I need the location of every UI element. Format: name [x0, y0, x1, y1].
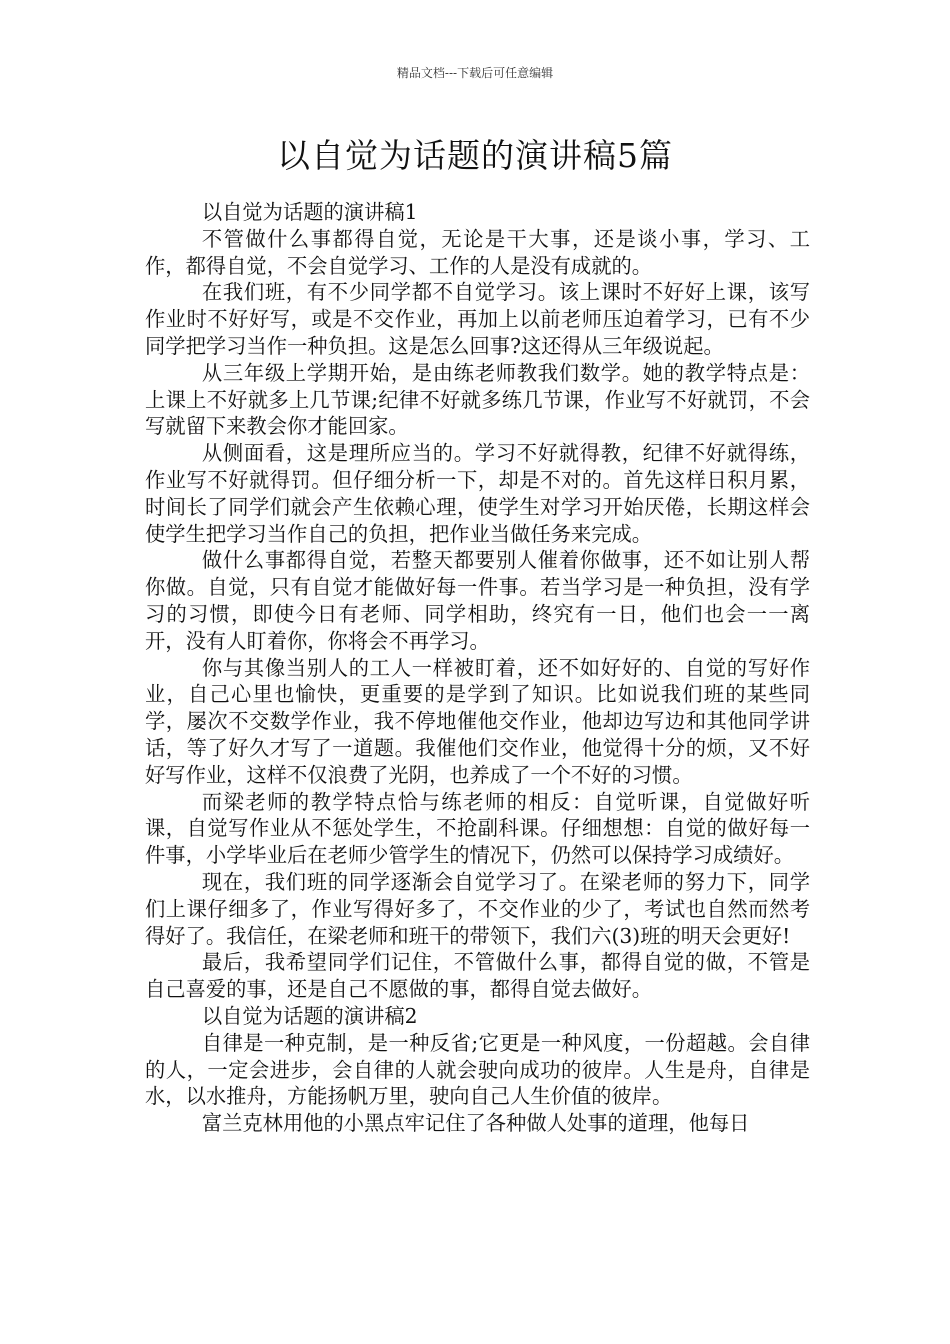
paragraph: 富兰克林用他的小黑点牢记住了各种做人处事的道理，他每日	[201, 1111, 750, 1136]
paragraph: 从三年级上学期开始，是由练老师教我们数学。她的教学特点是：上课上不好就多上几节课;纪律不好就多练几节课，作业写不好就罚，不会写就留下来教会你才能回家。	[145, 360, 810, 439]
paragraph: 现在，我们班的同学逐渐会自觉学习了。在梁老师的努力下，同学们上课仔细多了，作业写得好多了，不交作业的少了，考试也自然而然考得好了。我信任，在梁老师和班干的带领下，我们六(3)班的明天会更好!	[145, 869, 810, 948]
paragraph: 做什么事都得自觉，若整天都要别人催着你做事，还不如让别人帮你做。自觉，只有自觉才能做好每一件事。若当学习是一种负担，没有学习的习惯，即使今日有老师、同学相助，终究有一日，他们也会一一离开，没有人盯着你，你将会不再学习。	[145, 548, 810, 653]
document-title: 以自觉为话题的演讲稿5篇	[277, 136, 673, 175]
paragraph: 从侧面看，这是理所应当的。学习不好就得教，纪律不好就得练，作业写不好就得罚。但仔细分析一下，却是不对的。首先这样日积月累，时间长了同学们就会产生依赖心理，使学生对学习开始厌倦，长期这样会使学生把学习当作自己的负担，把作业当做任务来完成。	[145, 441, 810, 546]
section-heading-2: 以自觉为话题的演讲稿2	[201, 1003, 418, 1028]
page-header: 精品文档---下载后可任意编辑	[396, 66, 554, 80]
document-body	[145, 199, 810, 1137]
paragraph: 你与其像当别人的工人一样被盯着，还不如好好的、自觉的写好作业，自己心里也愉快，更重要的是学到了知识。比如说我们班的某些同学，屡次不交数学作业，我不停地催他交作业，他却边写边和其他同学讲话，等了好久才写了一道题。我催他们交作业，他觉得十分的烦，又不好好写作业，这样不仅浪费了光阴，也养成了一个不好的习惯。	[145, 655, 810, 787]
paragraph: 在我们班，有不少同学都不自觉学习。该上课时不好好上课，该写作业时不好好写，或是不交作业，再加上以前老师压迫着学习，已有不少同学把学习当作一种负担。这是怎么回事?这还得从三年级说起。	[145, 280, 810, 358]
paragraph: 自律是一种克制，是一种反省;它更是一种风度，一份超越。会自律的人，一定会进步，会自律的人就会驶向成功的彼岸。人生是舟，自律是水，以水推舟，方能扬帆万里，驶向自己人生价值的彼岸。	[145, 1030, 810, 1109]
paragraph: 而梁老师的教学特点恰与练老师的相反：自觉听课，自觉做好听课，自觉写作业从不惩处学生，不抢副科课。仔细想想：自觉的做好每一件事，小学毕业后在老师少管学生的情况下，仍然可以保持学习成绩好。	[145, 789, 810, 868]
paragraph: 最后，我希望同学们记住，不管做什么事，都得自觉的做，不管是自己喜爱的事，还是自己不愿做的事，都得自觉去做好。	[145, 950, 810, 1002]
paragraph: 不管做什么事都得自觉，无论是干大事，还是谈小事，学习、工作，都得自觉，不会自觉学习、工作的人是没有成就的。	[145, 226, 810, 278]
section-heading-1: 以自觉为话题的演讲稿1	[201, 200, 418, 224]
